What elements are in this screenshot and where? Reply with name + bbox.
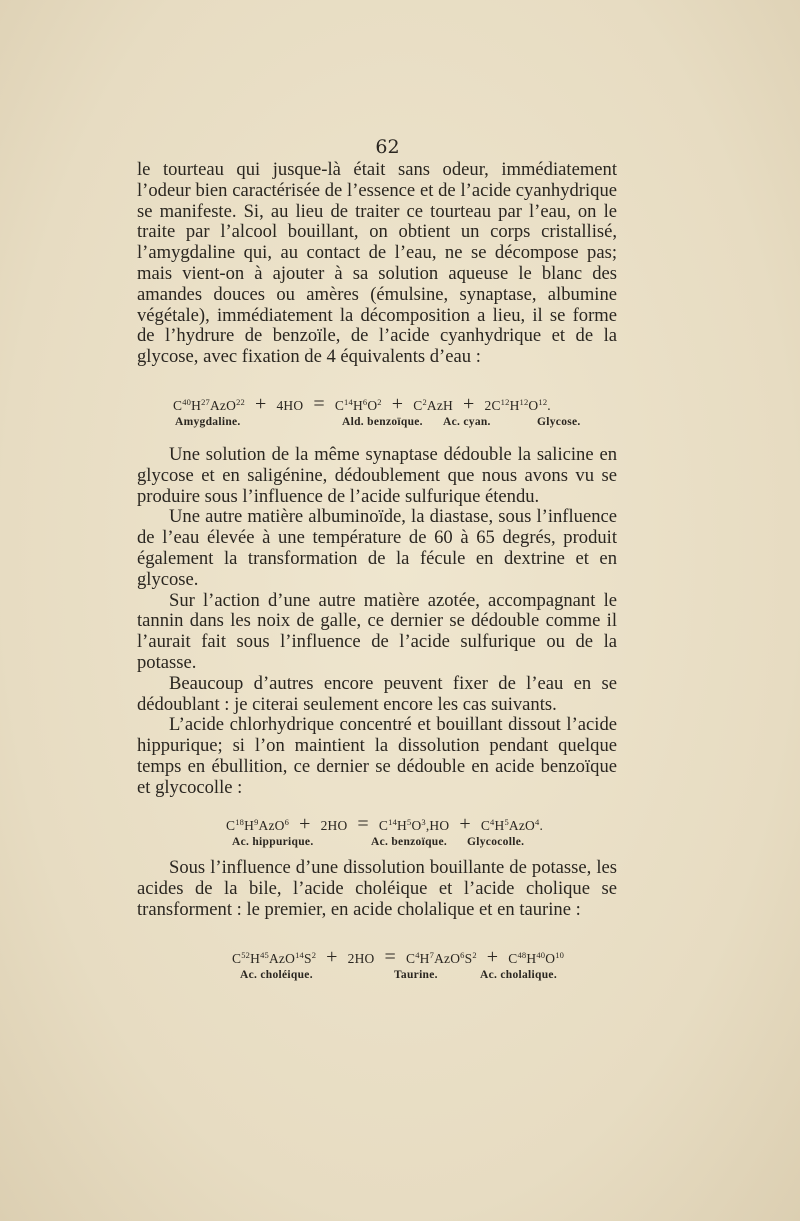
formula-equation: [226, 813, 543, 836]
formula-term: $C^{14}H^5O^3,HO$: [378, 817, 450, 833]
formula-label: Ac. cholalique.: [480, 969, 558, 981]
formula-operator: +: [326, 946, 338, 968]
formula-term: $C^{52}H^{45}AzO^{14}S^2$: [232, 950, 317, 966]
formula-operator: +: [486, 946, 499, 968]
formula-term: $C^{18}H^9AzO^6$: [226, 817, 290, 833]
formula-operator: +: [254, 393, 267, 415]
formula-equation: [173, 393, 551, 416]
formula-label: Amygdaline.: [175, 416, 241, 428]
formula-equation: [232, 946, 564, 969]
formula-operator: =: [384, 946, 396, 968]
formula-term: $C^4H^5AzO^4$.: [480, 817, 544, 833]
formula-term: $C^2AzH$: [413, 397, 453, 413]
formula-operator: +: [463, 393, 475, 415]
formula-term: $C^{40}H^{27}AzO^{22}$: [173, 397, 245, 413]
paragraph: L’acide chlorhydrique concentré et bouillant dissout l’acide hippurique; si l’on maintient la dissolution pendant quelque temps en ébullition, ce dernier se dédouble en acide benzoïque et glycocolle :: [137, 714, 617, 798]
formula-operator: +: [459, 813, 471, 835]
page-number: 62: [375, 136, 400, 158]
formula-term: 2HO: [320, 818, 348, 833]
formula-term: 2HO: [347, 951, 375, 966]
paragraph: Une solution de la même synaptase dédouble la salicine en glycose et en saligénine, dédoublement que nous avons vu se produire sous l’influence de l’acide sulfurique étendu.: [137, 444, 617, 507]
formula-amygdaline: [0, 393, 800, 433]
formula-label: Ac. cyan.: [443, 416, 491, 428]
formula-operator: =: [357, 813, 369, 835]
formula-operator: =: [313, 393, 325, 415]
formula-term: $2C^{12}H^{12}O^{12}$.: [484, 397, 551, 413]
formula-operator: +: [299, 813, 311, 835]
text-block-1: [137, 160, 617, 368]
paragraph: le tourteau qui jusque-là était sans odeur, immédiatement l’odeur bien caractérisée de l’essence et de l’acide cyanhydrique se manifeste. Si, au lieu de traiter ce tourteau par l’eau, on le traite par l’alcool bouillant, on obtient un corps cristallisé, l’amygdaline qui, au contact de l’eau, ne se décompose pas; mais vient-on à ajouter à sa solution aqueuse le blanc des amandes douces ou amères (émulsine, synaptase, albumine végétale), immédiatement la décomposition a lieu, il se forme de l’hydrure de benzoïle, de l’acide cyanhydrique et de la glycose, avec fixation de 4 équivalents d’eau :: [137, 159, 617, 368]
formula-term: $C^4H^7AzO^6S^2$: [405, 950, 477, 966]
text-block-3: [137, 858, 617, 920]
formula-operator: +: [391, 393, 404, 415]
paragraph: Beaucoup d’autres encore peuvent fixer de l’eau en se dédoublant : je citerai seulement encore les cas suivants.: [137, 672, 617, 715]
formula-label: Ac. benzoïque.: [371, 836, 448, 848]
formula-term: $C^{48}H^{40}O^{10}$: [508, 950, 565, 966]
text-block-2: [137, 445, 617, 799]
formula-hippurique: [0, 813, 800, 853]
formula-term: $C^{14}H^6O^2$: [334, 397, 382, 413]
formula-label: Glycose.: [537, 416, 581, 428]
formula-label: Taurine.: [394, 969, 438, 981]
formula-label: Ald. benzoïque.: [342, 416, 423, 428]
paragraph: Sur l’action d’une autre matière azotée, accompagnant le tannin dans les noix de galle, ce dernier se dédouble comme il l’aurait fait sous l’influence de l’acide sulfurique ou de la potasse.: [137, 589, 617, 673]
paragraph: Sous l’influence d’une dissolution bouillante de potasse, les acides de la bile, l’acide choléique et l’acide cholique se transforment : le premier, en acide cholalique et en taurine :: [137, 857, 617, 920]
formula-choleique: [0, 946, 800, 986]
formula-label: Ac. choléique.: [240, 969, 313, 981]
formula-term: 4HO: [276, 398, 304, 413]
formula-label: Glycocolle.: [467, 836, 525, 848]
formula-label: Ac. hippurique.: [232, 836, 314, 848]
paragraph: Une autre matière albuminoïde, la diastase, sous l’influence de l’eau élevée à une température de 60 à 65 degrés, produit également la transformation de la fécule en dextrine et en glycose.: [137, 506, 617, 590]
